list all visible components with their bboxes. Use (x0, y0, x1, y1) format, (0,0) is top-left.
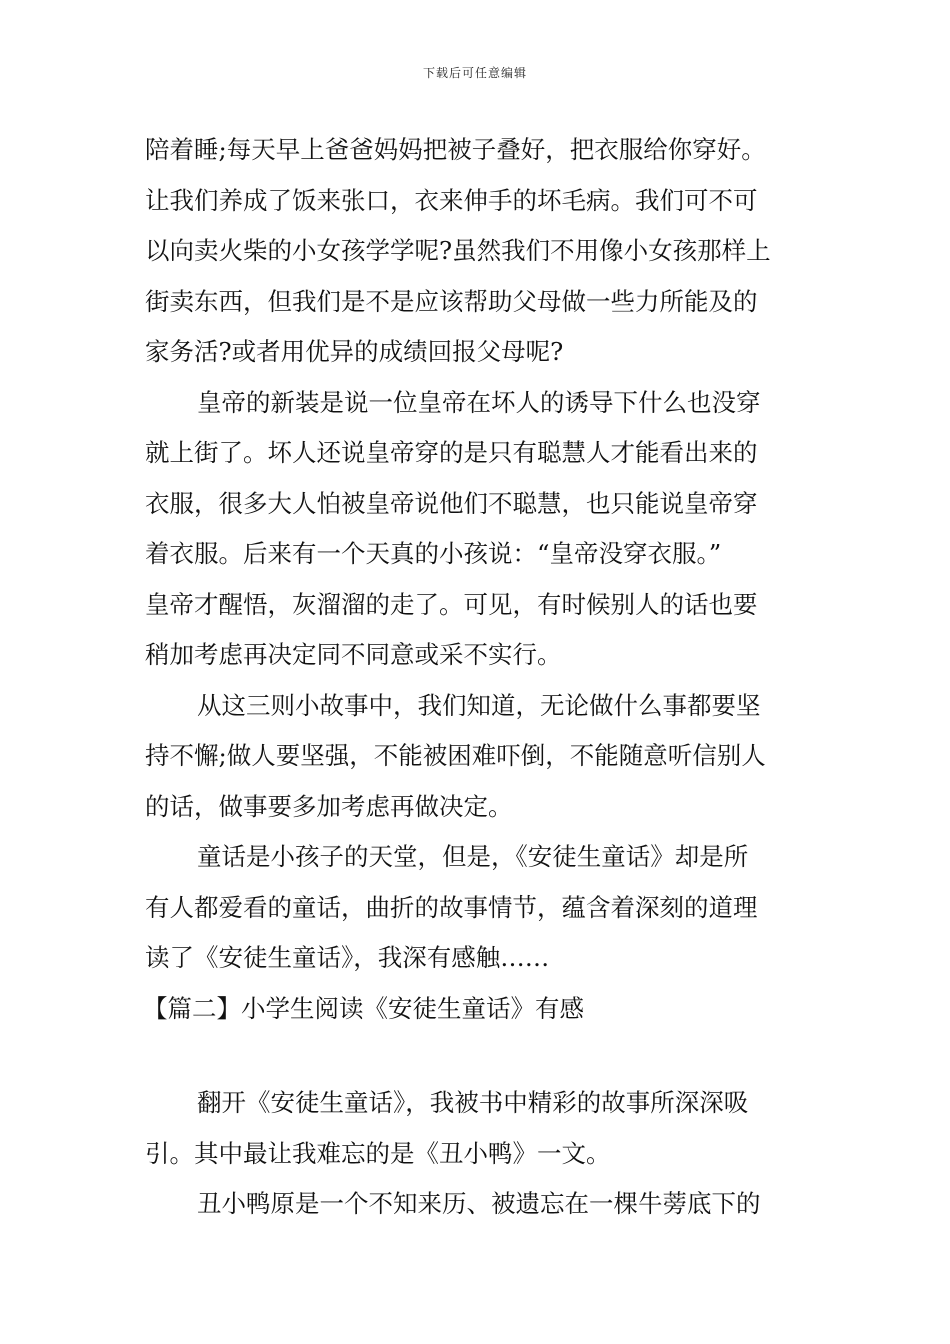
text-line: 就上街了。坏人还说皇帝穿的是只有聪慧人才能看出来的 (145, 438, 758, 467)
text-line: 让我们养成了饭来张口，衣来伸手的坏毛病。我们可不可 (145, 185, 758, 215)
text-line: 陪着睡;每天早上爸爸妈妈把被子叠好，把衣服给你穿好。 (145, 135, 766, 164)
text-line: 读了《安徒生童话》，我深有感触…… (145, 943, 550, 972)
text-line: 持不懈;做人要坚强，不能被困难吓倒，不能随意听信别人 (145, 741, 766, 770)
page-header: 下载后可任意编辑 (422, 66, 527, 80)
paragraph-start-line: 从这三则小故事中，我们知道，无论做什么事都要坚 (197, 690, 761, 720)
text-line: 街卖东西，但我们是不是应该帮助父母做一些力所能及的 (145, 286, 758, 316)
text-line: 稍加考虑再决定同不同意或采不实行。 (145, 640, 562, 669)
text-line: 的话，做事要多加考虑再做决定。 (145, 791, 513, 821)
paragraph-start-line: 皇帝的新装是说一位皇帝在坏人的诱导下什么也没穿 (197, 387, 761, 417)
section-heading: 【篇二】小学生阅读《安徒生童话》有感 (143, 993, 584, 1023)
document-body (145, 125, 815, 1230)
text-line: 皇帝才醒悟，灰溜溜的走了。可见，有时候别人的话也要 (145, 589, 758, 619)
text-line: 家务活?或者用优异的成绩回报父母呢? (145, 337, 564, 366)
paragraph-start-line: 翻开《安徒生童话》，我被书中精彩的故事所深深吸 (197, 1088, 749, 1117)
section-spacer (145, 1034, 815, 1078)
text-line: 引。其中最让我难忘的是《丑小鸭》一文。 (145, 1138, 611, 1168)
paragraph-start-line: 丑小鸭原是一个不知来历、被遗忘在一棵牛蒡底下的 (197, 1189, 761, 1218)
text-line: 有人都爱看的童话，曲折的故事情节，蕴含着深刻的道理 (145, 892, 758, 922)
text-line: 以向卖火柴的小女孩学学呢?虽然我们不用像小女孩那样上 (145, 236, 771, 265)
paragraph-start-line: 童话是小孩子的天堂，但是，《安徒生童话》却是所 (197, 842, 749, 871)
text-line: 着衣服。后来有一个天真的小孩说：“皇帝没穿衣服。” (145, 539, 722, 568)
text-line: 衣服，很多大人怕被皇帝说他们不聪慧，也只能说皇帝穿 (145, 488, 758, 518)
